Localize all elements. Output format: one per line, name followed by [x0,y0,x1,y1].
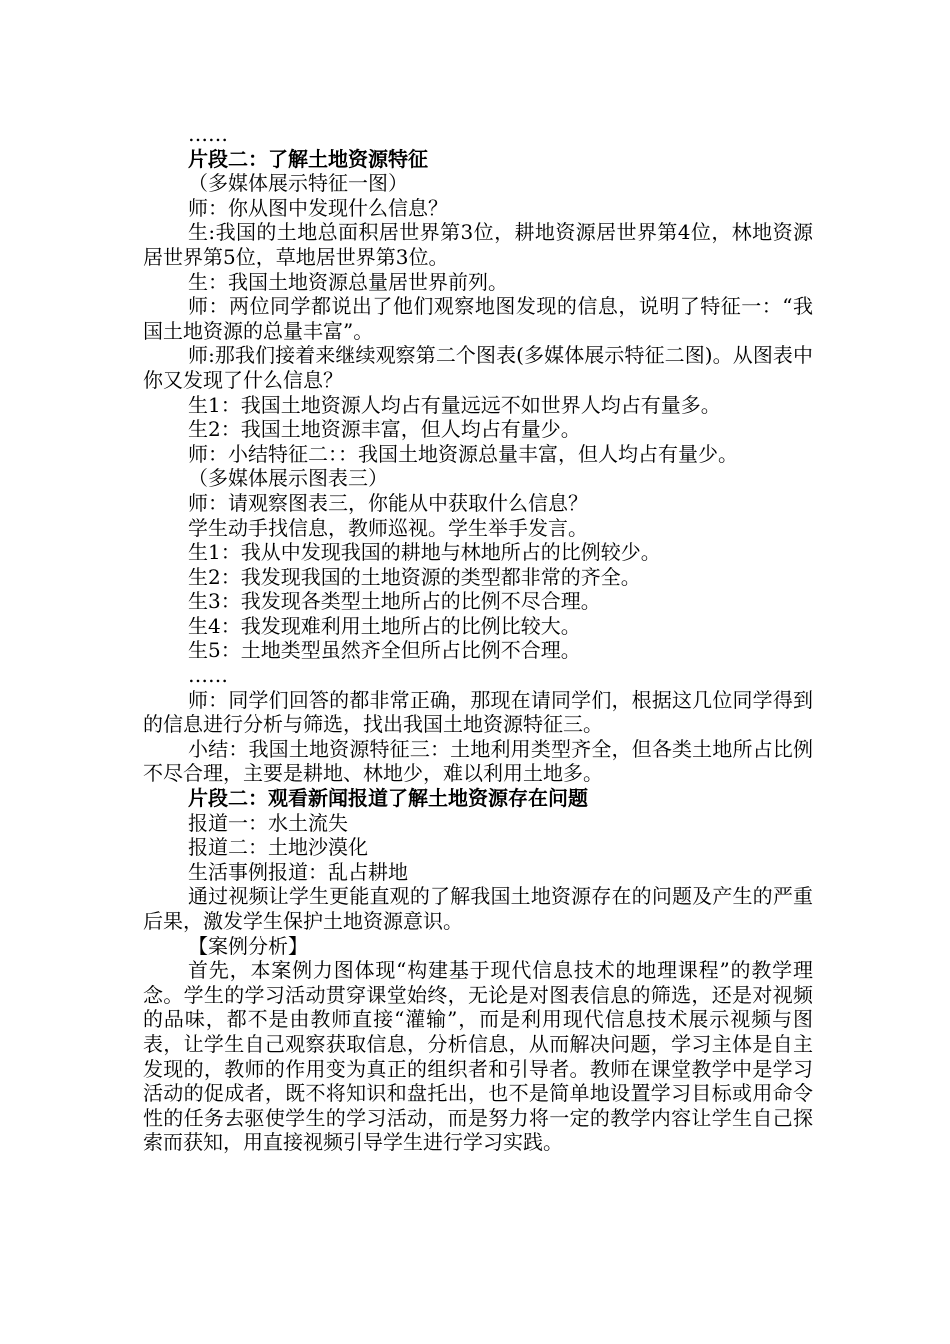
paragraph: 生2：我发现我国的土地资源的类型都非常的齐全。 [188,564,641,589]
paragraph: 小结：我国土地资源特征三：土地利用类型齐全，但各类土地所占比例不尽合理，主要是耕地、林地少，难以利用土地多。 [143,736,813,786]
paragraph: 生4：我发现难利用土地所占的比例比较大。 [188,613,581,638]
paragraph: 生1：我从中发现我国的耕地与林地所占的比例较少。 [188,540,661,565]
paragraph: 生：我国土地资源总量居世界前列。 [188,269,508,294]
paragraph: 生2：我国土地资源丰富，但人均占有量少。 [188,417,581,442]
paragraph: 报道一：水土流失 [188,810,348,835]
paragraph: 师：两位同学都说出了他们观察地图发现的信息，说明了特征一：“我国土地资源的总量丰富”。 [143,294,813,343]
paragraph: 生1：我国土地资源人均占有量远远不如世界人均占有量多。 [188,392,721,417]
paragraph: 通过视频让学生更能直观的了解我国土地资源存在的问题及产生的严重后果，激发学生保护土地资源意识。 [143,884,813,933]
paragraph: 生活事例报道：乱占耕地 [188,859,408,884]
paragraph: 报道二：土地沙漠化 [188,835,368,860]
paragraph: （多媒体展示特征一图） [188,171,408,196]
paragraph: …… [188,122,228,146]
case-analysis-heading: 【案例分析】 [188,933,308,958]
paragraph: 师：请观察图表三，你能从中获取什么信息？ [188,490,588,515]
document-page [143,122,813,1155]
paragraph: 生:我国的土地总面积居世界第3位，耕地资源居世界第4位，林地资源居世界第5位，草地居世界第3位。 [143,220,813,269]
section-heading: 片段二：观看新闻报道了解土地资源存在问题 [188,786,588,811]
section-heading: 片段二：了解土地资源特征 [188,146,428,171]
paragraph: 学生动手找信息，教师巡视。学生举手发言。 [188,515,588,540]
paragraph: （多媒体展示图表三） [188,466,388,491]
paragraph: 生3：我发现各类型土地所占的比例不尽合理。 [188,589,601,614]
paragraph: 师：你从图中发现什么信息？ [188,195,448,220]
paragraph: 师：小结特征二：：我国土地资源总量丰富，但人均占有量少。 [188,441,738,466]
paragraph: 首先，本案例力图体现“构建基于现代信息技术的地理课程”的教学理念。学生的学习活动贯穿课堂始终，无论是对图表信息的筛选，还是对视频的品味，都不是由教师直接“灌输”，而是利用现代信息技术展示视频与图表，让学生自己观察获取信息，分析信息，从而解决问题，学习主体是自主发现的，教师的作用变为真正的组织者和引导者。教师在课堂教学中是学习活动的促成者，既不将知识和盘托出，也不是简单地设置学习目标或用命令性的任务去驱使学生的学习活动，而是努力将一定的教学内容让学生自己探索而获知，用直接视频引导学生进行学习实践。 [143,958,813,1155]
paragraph: …… [188,663,228,688]
paragraph: 师:那我们接着来继续观察第二个图表(多媒体展示特征二图)。从图表中你又发现了什么信息？ [143,343,813,392]
paragraph: 生5：土地类型虽然齐全但所占比例不合理。 [188,638,581,663]
paragraph: 师：同学们回答的都非常正确，那现在请同学们，根据这几位同学得到的信息进行分析与筛选，找出我国土地资源特征三。 [143,687,813,737]
